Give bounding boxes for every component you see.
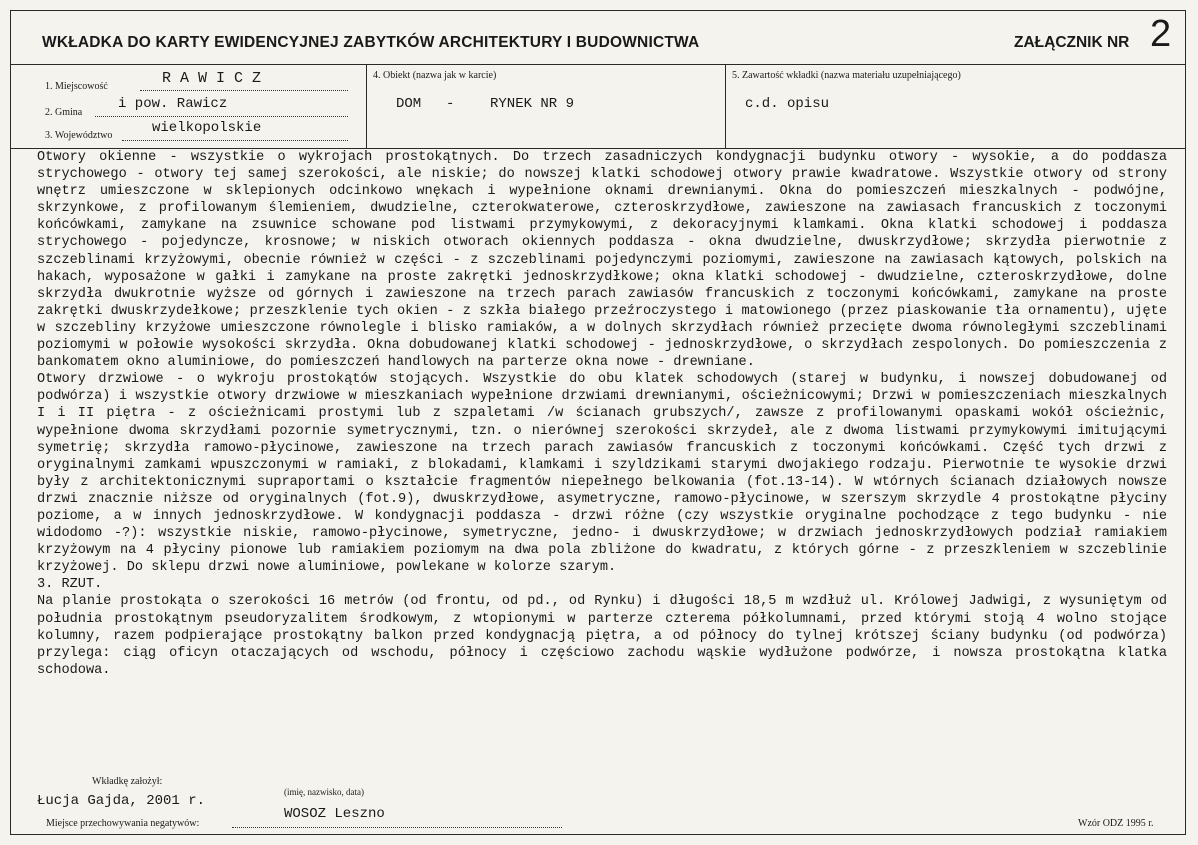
field-voivodeship-dots bbox=[122, 140, 348, 141]
field-locality-value: R A W I C Z bbox=[162, 70, 262, 87]
field-locality-dots bbox=[140, 90, 348, 91]
annex-label: ZAŁĄCZNIK NR bbox=[1014, 34, 1130, 51]
field-contents-value: c.d. opisu bbox=[745, 96, 830, 112]
field-commune-value: i pow. Rawicz bbox=[118, 96, 228, 112]
paragraph-windows: Otwory okienne - wszystkie o wykrojach prostokątnych. Do trzech zasadniczych kondygnacji budynku otwory - wysokie, a do poddasza strychowego - otwory tej samej szerokości, ale niskie; do nowszej klatki schodowej otwory prawie kwadratowe. Wszystkie otwory od strony wnętrz umieszczone w sklepionych odcinkowo wnękach i wypełnione oknami drewnianymi. Okna do pomieszczeń mieszkalnych - podwójne, skrzynkowe, z profilowanym ślemieniem, dwudzielne, czterokwaterowe, czteroskrzydłowe, zawieszone na zawiasach francuskich z toczonymi końcówkami, zamykane na zsuwnice schowane pod listwami przymykowymi, z dekoracyjnymi klamkami. Okna klatki schodowej i poddasza strychowego - pojedyncze, krosnowe; w niskich otworach okiennych poddasza - okna dwudzielne, dwuskrzydłowe; skrzydła pierwotnie z szczeblinami krzyżowymi, obecnie również w części - z szczeblinami pojedynczymi poziomymi, zawieszone na zawiasach kątowych, polskich na hakach, wyposażone w gałki i zamykane na proste zakrętki jednoskrzydłkowe; okna klatki schodowej - dwudzielne, czteroskrzydłowe, dolne skrzydła dwukrotnie wyższe od górnych i zawieszone na trzech parach zawiasów francuskich z toczonymi końcówkami, zamykane na proste zakrętki dwuskrzydełkowe; przeszklenie tych okien - z szkła białego przeźroczystego i matowionego (przez piaskowanie tła ornamentu), ujęte w szczebliny krzyżowe umieszczone równolegle i blisko ramiaków, a w dolnych skrzydłach również przecięte dwoma równoległymi szczeblinami poziomymi w połowie wysokości skrzydła. Okna dobudowanej klatki schodowej - jednoskrzydłowe, o skrzydłach zespolonych. Do pomieszczenia z bankomatem okno aluminiowe, do pomieszczeń handlowych na parterze okna nowe - drewniane. bbox=[37, 150, 1167, 371]
paragraph-doors: Otwory drzwiowe - o wykroju prostokątów stojących. Wszystkie do obu klatek schodowych (starej w budynku, i nowszej dobudowanej od podwórza) i wszystkie otwory drzwiowe w mieszkaniach wypełnione drzwiami drewnianymi, ościeżnicowymi; Drzwi w pomieszczeniach mieszkalnych I i II piętra - z ościeżnicami prostymi lub z szpaletami /w ścianach grubszych/, zawsze z profilowanymi opaskami wokół ościeżnic, wypełnione dwoma skrzydłami pozornie symetrycznymi, tzn. o nierównej szerokości skrzydeł, ale z dwoma listwami przymykowymi imitującymi symetrię; skrzydła ramowo-płycinowe, zawieszone na trzech parach zawiasów francuskich z toczonymi końcówkami. Część tych drzwi z oryginalnymi zamkami wpuszczonymi w ramiaki, z blokadami, klamkami i szyldzikami starymi dwojakiego rodzaju. Pierwotnie te wysokie drzwi były z architektonicznymi supraportami o kształcie fragmentów niepełnego belkowania (fot.13-14). W wtórnych ścianach działowych nowsze drzwi znacznie niższe od oryginalnych (fot.9), dwuskrzydłowe, asymetryczne, ramowo-płycinowe, w szerszym skrzydle 4 prostokątne płyciny poziome, a w innych jednoskrzydłowe. W kondygnacji poddasza - drzwi różne (czy wszystkie oryginalne pochodzące z tego budynku - nie widodomo -?): wszystkie niskie, ramowo-płycinowe, symetryczne, jedno- i dwuskrzydłowe; w drzwiach jednoskrzydłowych podział ramiakiem krzyżowym na 4 płyciny pionowe lub ramiakiem poziomym na dwa pola zbliżone do kwadratu, z których górne - z przeszkleniem w szczeblinie krzyżowej. Do sklepu drzwi nowe aluminiowe, powlekane w kolorze szarym. bbox=[37, 372, 1167, 576]
field-object-label: 4. Obiekt (nazwa jak w karcie) bbox=[373, 70, 497, 81]
storage-label: Miejsce przechowywania negatywów: bbox=[46, 818, 200, 829]
header-top-rule bbox=[10, 64, 1186, 65]
author-value: Łucja Gajda, 2001 r. bbox=[37, 793, 206, 809]
field-object-value-dash: - bbox=[446, 96, 455, 112]
annex-number: 2 bbox=[1150, 13, 1172, 55]
author-label: Wkładkę założył: bbox=[92, 776, 163, 787]
header-divider-1 bbox=[366, 64, 367, 148]
field-voivodeship-value: wielkopolskie bbox=[152, 120, 262, 136]
section-heading-plan: 3. RZUT. bbox=[37, 577, 103, 593]
header-divider-2 bbox=[725, 64, 726, 148]
storage-value: WOSOZ Leszno bbox=[284, 806, 385, 822]
description-body bbox=[37, 149, 1167, 679]
document-title: WKŁADKA DO KARTY EWIDENCYJNEJ ZABYTKÓW ARCHITEKTURY I BUDOWNICTWA bbox=[42, 34, 700, 51]
field-object-value-address: RYNEK NR 9 bbox=[490, 96, 575, 112]
author-sublabel: (imię, nazwisko, data) bbox=[284, 787, 364, 797]
field-contents-label: 5. Zawartość wkładki (nazwa materiału uzupełniającego) bbox=[732, 70, 961, 81]
field-voivodeship-label: 3. Województwo bbox=[45, 130, 113, 141]
field-object-value-name: DOM bbox=[396, 96, 422, 112]
field-commune-label: 2. Gmina bbox=[45, 107, 83, 118]
field-commune-dots bbox=[95, 116, 348, 117]
paragraph-plan: Na planie prostokąta o szerokości 16 metrów (od frontu, od pd., od Rynku) i długości 18,5 m wzdłuż ul. Królowej Jadwigi, z wysuniętym od południa prostokątnym pseudoryzalitem środkowym, z wtopionymi w parterze czterema półkolumnami, przed którymi stoją 4 wolno stojące kolumny, razem podpierające prostokątny balkon przed kondygnacją piętra, a od północy do tylnej krótszej ściany budynku (od podwórza) przylega: ciąg oficyn otaczających od wschodu, północy i częściowo zachodu wąskie wydłużone podwórze, i nowsza prostokątna klatka schodowa. bbox=[37, 594, 1167, 678]
field-locality-label: 1. Miejscowość bbox=[45, 81, 108, 92]
form-identifier: Wzór ODZ 1995 r. bbox=[1078, 818, 1154, 829]
storage-dots bbox=[232, 827, 562, 828]
